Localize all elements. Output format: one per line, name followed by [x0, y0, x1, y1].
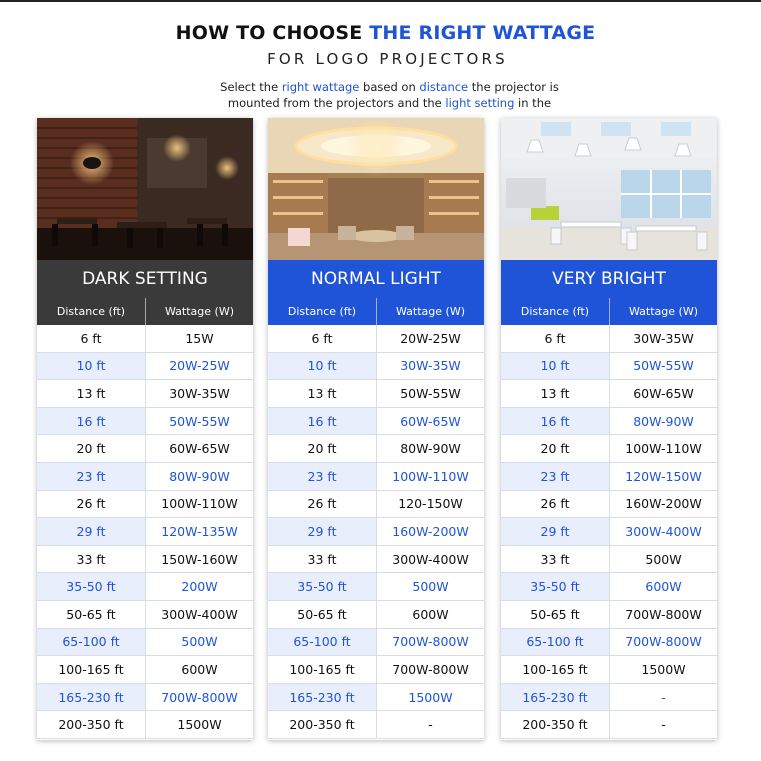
table-row — [268, 573, 484, 601]
intro-text — [0, 80, 761, 111]
distance-cell: 20 ft — [268, 435, 376, 462]
wattage-cell: 500W — [609, 546, 717, 573]
wattage-cell: 700W-800W — [609, 601, 717, 628]
table-row — [501, 325, 717, 353]
wattage-cell: 600W — [145, 656, 253, 683]
table-row — [268, 435, 484, 463]
distance-cell: 50-65 ft — [37, 601, 145, 628]
table-row — [37, 408, 253, 436]
distance-cell: 33 ft — [37, 546, 145, 573]
wattage-cell: 100W-110W — [145, 491, 253, 518]
wattage-cell: 200W — [145, 573, 253, 600]
intro-seg-4: mounted from the projectors and the — [227, 95, 446, 110]
table-row — [37, 380, 253, 408]
intro-seg-2: based on — [359, 80, 420, 94]
distance-cell: 200-350 ft — [268, 711, 376, 738]
distance-cell: 20 ft — [37, 435, 145, 462]
table-rows — [501, 325, 717, 739]
distance-cell: 50-65 ft — [501, 601, 609, 628]
distance-cell: 10 ft — [268, 353, 376, 380]
bright-cafe-photo — [501, 118, 717, 260]
distance-cell: 26 ft — [268, 491, 376, 518]
table-row — [501, 601, 717, 629]
column-headers — [268, 298, 484, 325]
intro-seg-5: in the — [514, 95, 552, 110]
table-row — [268, 518, 484, 546]
wattage-cell: 60W-65W — [376, 408, 484, 435]
table-row — [501, 656, 717, 684]
distance-cell: 100-165 ft — [37, 656, 145, 683]
distance-cell: 13 ft — [501, 380, 609, 407]
table-row — [501, 573, 717, 601]
wattage-cell: - — [609, 684, 717, 711]
intro-highlight-2: distance — [419, 80, 469, 94]
distance-cell: 33 ft — [268, 546, 376, 573]
distance-cell: 165-230 ft — [268, 684, 376, 711]
panel-very-bright — [501, 118, 717, 740]
title-part-1: HOW TO CHOOSE — [175, 22, 363, 44]
wattage-cell: 700W-800W — [376, 629, 484, 656]
panel-normal-light — [268, 118, 484, 740]
lit-lobby-photo — [268, 118, 484, 260]
column-headers — [501, 298, 717, 325]
wattage-cell: 30W-35W — [609, 325, 717, 352]
table-row — [268, 629, 484, 657]
wattage-cell: 30W-35W — [145, 380, 253, 407]
wattage-cell: 1500W — [609, 656, 717, 683]
wattage-cell: 20W-25W — [376, 325, 484, 352]
table-row — [268, 656, 484, 684]
wattage-cell: 120-150W — [376, 491, 484, 518]
table-row — [37, 435, 253, 463]
wattage-column-header: Wattage (W) — [609, 298, 717, 325]
wattage-cell: 15W — [145, 325, 253, 352]
distance-cell: 16 ft — [501, 408, 609, 435]
distance-cell: 50-65 ft — [268, 601, 376, 628]
distance-cell: 35-50 ft — [37, 573, 145, 600]
intro-seg-3: the projector is — [468, 80, 559, 94]
wattage-cell: 500W — [376, 573, 484, 600]
wattage-cell: 300W-400W — [376, 546, 484, 573]
table-row — [37, 325, 253, 353]
wattage-cell: 700W-800W — [376, 656, 484, 683]
wattage-cell: 1500W — [145, 711, 253, 738]
table-row — [268, 491, 484, 519]
wattage-cell: 600W — [609, 573, 717, 600]
table-rows — [268, 325, 484, 739]
table-row — [37, 711, 253, 739]
distance-cell: 26 ft — [501, 491, 609, 518]
distance-cell: 6 ft — [268, 325, 376, 352]
distance-cell: 29 ft — [37, 518, 145, 545]
wattage-cell: 80W-90W — [145, 463, 253, 490]
wattage-cell: 50W-55W — [376, 380, 484, 407]
title-part-2: THE RIGHT WATTAGE — [369, 22, 596, 44]
table-row — [268, 601, 484, 629]
distance-cell: 20 ft — [501, 435, 609, 462]
table-rows — [37, 325, 253, 739]
table-row — [501, 353, 717, 381]
table-row — [268, 408, 484, 436]
table-row — [268, 353, 484, 381]
table-row — [501, 463, 717, 491]
table-row — [37, 601, 253, 629]
distance-cell: 23 ft — [501, 463, 609, 490]
wattage-cell: 80W-90W — [376, 435, 484, 462]
wattage-cell: 100W-110W — [376, 463, 484, 490]
wattage-cell: 50W-55W — [609, 353, 717, 380]
table-row — [37, 656, 253, 684]
column-headers — [37, 298, 253, 325]
table-row — [37, 573, 253, 601]
wattage-cell: 160W-200W — [609, 491, 717, 518]
distance-cell: 29 ft — [268, 518, 376, 545]
distance-cell: 13 ft — [268, 380, 376, 407]
table-row — [501, 629, 717, 657]
distance-cell: 65-100 ft — [501, 629, 609, 656]
wattage-cell: 60W-65W — [609, 380, 717, 407]
distance-cell: 35-50 ft — [268, 573, 376, 600]
table-row — [37, 491, 253, 519]
distance-cell: 16 ft — [37, 408, 145, 435]
wattage-cell: 1500W — [376, 684, 484, 711]
distance-cell: 165-230 ft — [501, 684, 609, 711]
panel-header: DARK SETTING — [37, 260, 253, 298]
wattage-cell: - — [376, 711, 484, 738]
table-row — [501, 684, 717, 712]
table-row — [501, 518, 717, 546]
distance-column-header: Distance (ft) — [56, 305, 126, 318]
wattage-cell: 700W-800W — [145, 684, 253, 711]
distance-cell: 65-100 ft — [37, 629, 145, 656]
panel-header: NORMAL LIGHT — [268, 260, 484, 298]
panel-dark-setting — [37, 118, 253, 740]
table-row — [501, 711, 717, 739]
wattage-cell: 500W — [145, 629, 253, 656]
distance-cell: 100-165 ft — [268, 656, 376, 683]
wattage-cell: 30W-35W — [376, 353, 484, 380]
table-row — [268, 463, 484, 491]
distance-column-header: Distance (ft) — [287, 305, 357, 318]
page-title — [0, 22, 761, 44]
table-row — [268, 546, 484, 574]
intro-highlight-3: light setting — [445, 95, 515, 110]
distance-cell: 10 ft — [37, 353, 145, 380]
table-row — [37, 684, 253, 712]
distance-cell: 6 ft — [501, 325, 609, 352]
panel-header: VERY BRIGHT — [501, 260, 717, 298]
wattage-cell: 300W-400W — [609, 518, 717, 545]
distance-column-header: Distance (ft) — [520, 305, 590, 318]
distance-cell: 6 ft — [37, 325, 145, 352]
wattage-cell: 80W-90W — [609, 408, 717, 435]
wattage-column-header: Wattage (W) — [376, 298, 484, 325]
dark-restaurant-photo — [37, 118, 253, 260]
page-subtitle: FOR LOGO PROJECTORS — [267, 50, 508, 68]
wattage-cell: 150W-160W — [145, 546, 253, 573]
wattage-cell: 100W-110W — [609, 435, 717, 462]
distance-cell: 35-50 ft — [501, 573, 609, 600]
wattage-cell: 20W-25W — [145, 353, 253, 380]
wattage-cell: 50W-55W — [145, 408, 253, 435]
intro-highlight-1: right wattage — [281, 80, 360, 94]
table-row — [268, 380, 484, 408]
table-row — [37, 546, 253, 574]
distance-cell: 10 ft — [501, 353, 609, 380]
wattage-cell: 700W-800W — [609, 629, 717, 656]
wattage-cell: 160W-200W — [376, 518, 484, 545]
table-row — [37, 353, 253, 381]
distance-cell: 26 ft — [37, 491, 145, 518]
distance-cell: 200-350 ft — [37, 711, 145, 738]
distance-cell: 100-165 ft — [501, 656, 609, 683]
table-row — [268, 711, 484, 739]
wattage-cell: 120W-135W — [145, 518, 253, 545]
table-row — [268, 684, 484, 712]
distance-cell: 13 ft — [37, 380, 145, 407]
table-row — [501, 408, 717, 436]
distance-cell: 65-100 ft — [268, 629, 376, 656]
table-row — [37, 629, 253, 657]
table-row — [268, 325, 484, 353]
table-row — [501, 546, 717, 574]
wattage-cell: 60W-65W — [145, 435, 253, 462]
distance-cell: 23 ft — [268, 463, 376, 490]
wattage-cell: - — [609, 711, 717, 738]
distance-cell: 23 ft — [37, 463, 145, 490]
table-row — [501, 491, 717, 519]
distance-cell: 165-230 ft — [37, 684, 145, 711]
distance-cell: 29 ft — [501, 518, 609, 545]
distance-cell: 33 ft — [501, 546, 609, 573]
intro-seg-1: Select the — [220, 80, 282, 94]
table-row — [37, 518, 253, 546]
wattage-column-header: Wattage (W) — [145, 298, 253, 325]
wattage-cell: 120W-150W — [609, 463, 717, 490]
table-row — [501, 435, 717, 463]
top-border-line — [0, 0, 761, 2]
distance-cell: 200-350 ft — [501, 711, 609, 738]
distance-cell: 16 ft — [268, 408, 376, 435]
wattage-cell: 300W-400W — [145, 601, 253, 628]
wattage-cell: 600W — [376, 601, 484, 628]
table-row — [37, 463, 253, 491]
table-row — [501, 380, 717, 408]
